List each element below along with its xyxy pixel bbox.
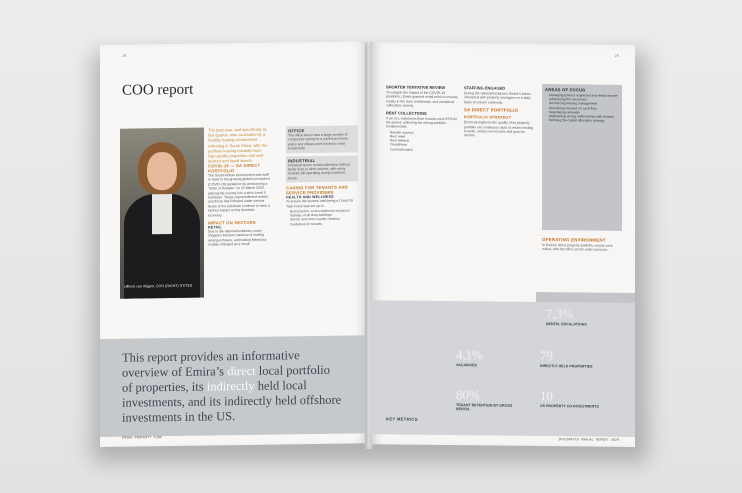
portrait-shirt: [152, 194, 172, 234]
list-item: Communication: [390, 147, 413, 152]
industrial-heading: INDUSTRIAL: [288, 157, 316, 163]
quote-part: local portfolio of properties, its: [122, 362, 330, 395]
operating-heading: OPERATING ENVIRONMENT: [542, 237, 606, 243]
list-item: Reinforcing leasing management: [549, 101, 598, 107]
list-item: Refining the capital allocation strategy: [549, 118, 605, 123]
intro-text: The past year, and specifically its last quarter, was concluded by a healthy trading environment reflecting in South Africa, with the portfolio leaning towards more high-quality properties and well-located and liquid assets.: [208, 126, 268, 164]
right-column-2: [464, 83, 536, 139]
list-item: Maintaining strong relationships with tenants: [549, 114, 614, 119]
pull-quote: [122, 348, 342, 426]
portrait-face: [147, 152, 177, 190]
list-item: Signage of all shop buildings: [290, 213, 332, 218]
metric-value: 79: [540, 348, 553, 364]
left-column-3: [286, 125, 358, 226]
strategy-text: Emira strengthens the quality of its property portfolio via continuous tactic to retain existing tenants, attract new tenants and grow its income.: [464, 120, 534, 138]
list-item: Rent deferral: [390, 138, 410, 143]
left-footer: EMIRA PROPERTY FUND: [122, 436, 162, 441]
right-column-3: [542, 234, 622, 253]
right-page-number: 29: [614, 54, 619, 59]
covid-heading: COVID-19 — SA DIRECT PORTFOLIO: [208, 162, 261, 174]
sa-heading: SA DIRECT PORTFOLIO: [464, 107, 519, 113]
staffing-text: During the national lockdown, Emira’s teams interacted with property managers on a daily basis to ensure continuity.: [464, 91, 531, 105]
metric-tenant-retention: [456, 387, 526, 413]
metric-value: 7,3%: [546, 306, 574, 322]
operating-text: In Emira’s direct property portfolio, results were mixed, with the office sector under pressure.: [542, 243, 613, 253]
key-metrics-title: KEY METRICS: [386, 416, 418, 422]
portrait-photo: [120, 128, 204, 299]
list-item: Remaining focused on cash flow: [549, 105, 597, 111]
focus-list: [549, 93, 619, 123]
quote-part: held local investments, and its indirectly held offshore investments in the US.: [122, 378, 342, 425]
areas-of-focus-box: [542, 84, 622, 231]
health-list: [290, 208, 358, 226]
caring-heading: CARING FOR TENANTS AND SERVICE PROVIDERS: [286, 184, 348, 196]
metric-directly-held-properties: [540, 348, 610, 369]
list-item: Addressing the vacancies: [549, 97, 587, 102]
list-item: Managing Emira’s expenses and rental income: [549, 93, 618, 98]
health-heading: HEALTH AND WELLNESS: [286, 194, 334, 200]
covid-text: The South African Government was swift to react to the growing global coronavirus (COVID-19) pandemic by announcing a “State of Disaster” on 15 March 2020, placing the country into a strict Level 5 lockdown. These unprecedented events and those that followed under various levels of the lockdown continue to have a serious impact on the domestic economy.: [208, 172, 271, 218]
left-page: [100, 41, 368, 447]
metric-vacancies: [456, 347, 526, 368]
metric-label: DIRECTLY HELD PROPERTIES: [540, 364, 593, 369]
office-text: The office sector saw a large number of companies opting for a work-from-home policy and offices were forced to close temporarily.: [288, 132, 348, 151]
retail-text: Due to the national lockdown, many shoppers became cautious of making retail purchases, and trading behaviour notably changed as a result.: [208, 228, 267, 247]
health-text: To ensure the tenants’ well-being a Covid-19 Task Force was set up to:: [286, 198, 353, 209]
list-item: Rent relief: [390, 134, 406, 139]
list-item: Negotiating renewals: [549, 109, 580, 115]
list-item: Guidelines for tenants: [290, 221, 323, 227]
col2-list: [390, 130, 460, 152]
retail-heading: RETAIL: [208, 225, 222, 230]
left-page-number: 28: [122, 54, 127, 59]
right-column-1: [386, 82, 460, 152]
impact-heading: IMPACT ON SECTORS: [208, 219, 256, 226]
metric-label: VACANCIES: [456, 363, 477, 368]
metric-label: RENTAL ESCALATIONS: [546, 322, 587, 327]
office-heading: OFFICE: [288, 128, 305, 134]
col1-heading: SHORTER TENTATIVE REVIEW: [386, 84, 446, 91]
metric-us-co-investments: [540, 388, 610, 409]
staffing-heading: STAFFING ENGAGED: [464, 85, 506, 91]
industrial-box: [286, 155, 358, 183]
quote-highlight: indirectly: [206, 378, 255, 394]
metric-value: 4,1%: [456, 347, 484, 363]
office-box: [286, 125, 358, 153]
rent-text: If we net, collections from tenants were 87% for the period, reflecting the strong portfolio fundamentals.: [386, 116, 458, 130]
list-item: Stricter and more regular cleaning: [290, 217, 340, 222]
metric-value: 10: [540, 388, 553, 404]
rent-heading: RENT COLLECTIONS: [386, 110, 427, 116]
strategy-heading: PORTFOLIO STRATEGY: [464, 115, 512, 120]
metric-value: 80%: [456, 387, 480, 403]
right-footer: INTEGRATED ANNUAL REPORT 2020: [558, 438, 619, 443]
photo-caption: Ulfinne van Wijgen, COO (RIGHT) STITES: [124, 283, 193, 289]
list-item: Retailer surveys: [390, 130, 414, 135]
right-page: [370, 42, 635, 447]
quote-highlight: direct: [227, 363, 256, 379]
col1-text: To mitigate the impact of the COVID-19 pandemic, Emira granted rental relief to tenants, mostly in the form of deferrals, and monitored collections closely.: [386, 90, 459, 108]
list-item: Best practice on precautionary measures: [290, 208, 350, 214]
industrial-text: Industrial sector rental collections held up better than in other sectors, with many tenants still operating during lockdown levels.: [288, 162, 351, 181]
page-title: COO report: [122, 81, 194, 99]
metric-label: TENANT RETENTION BY GROSS RENTAL: [456, 403, 513, 412]
list-item: Cleanliness: [390, 142, 408, 148]
focus-heading: AREAS OF FOCUS: [545, 87, 586, 93]
quote-part: This report provides an informative overview of Emira’s: [122, 348, 300, 380]
metric-rental-escalations: [546, 306, 587, 327]
left-column-2: [208, 163, 270, 248]
metric-label: US PROPERTY CO-INVESTMENTS: [540, 404, 599, 409]
